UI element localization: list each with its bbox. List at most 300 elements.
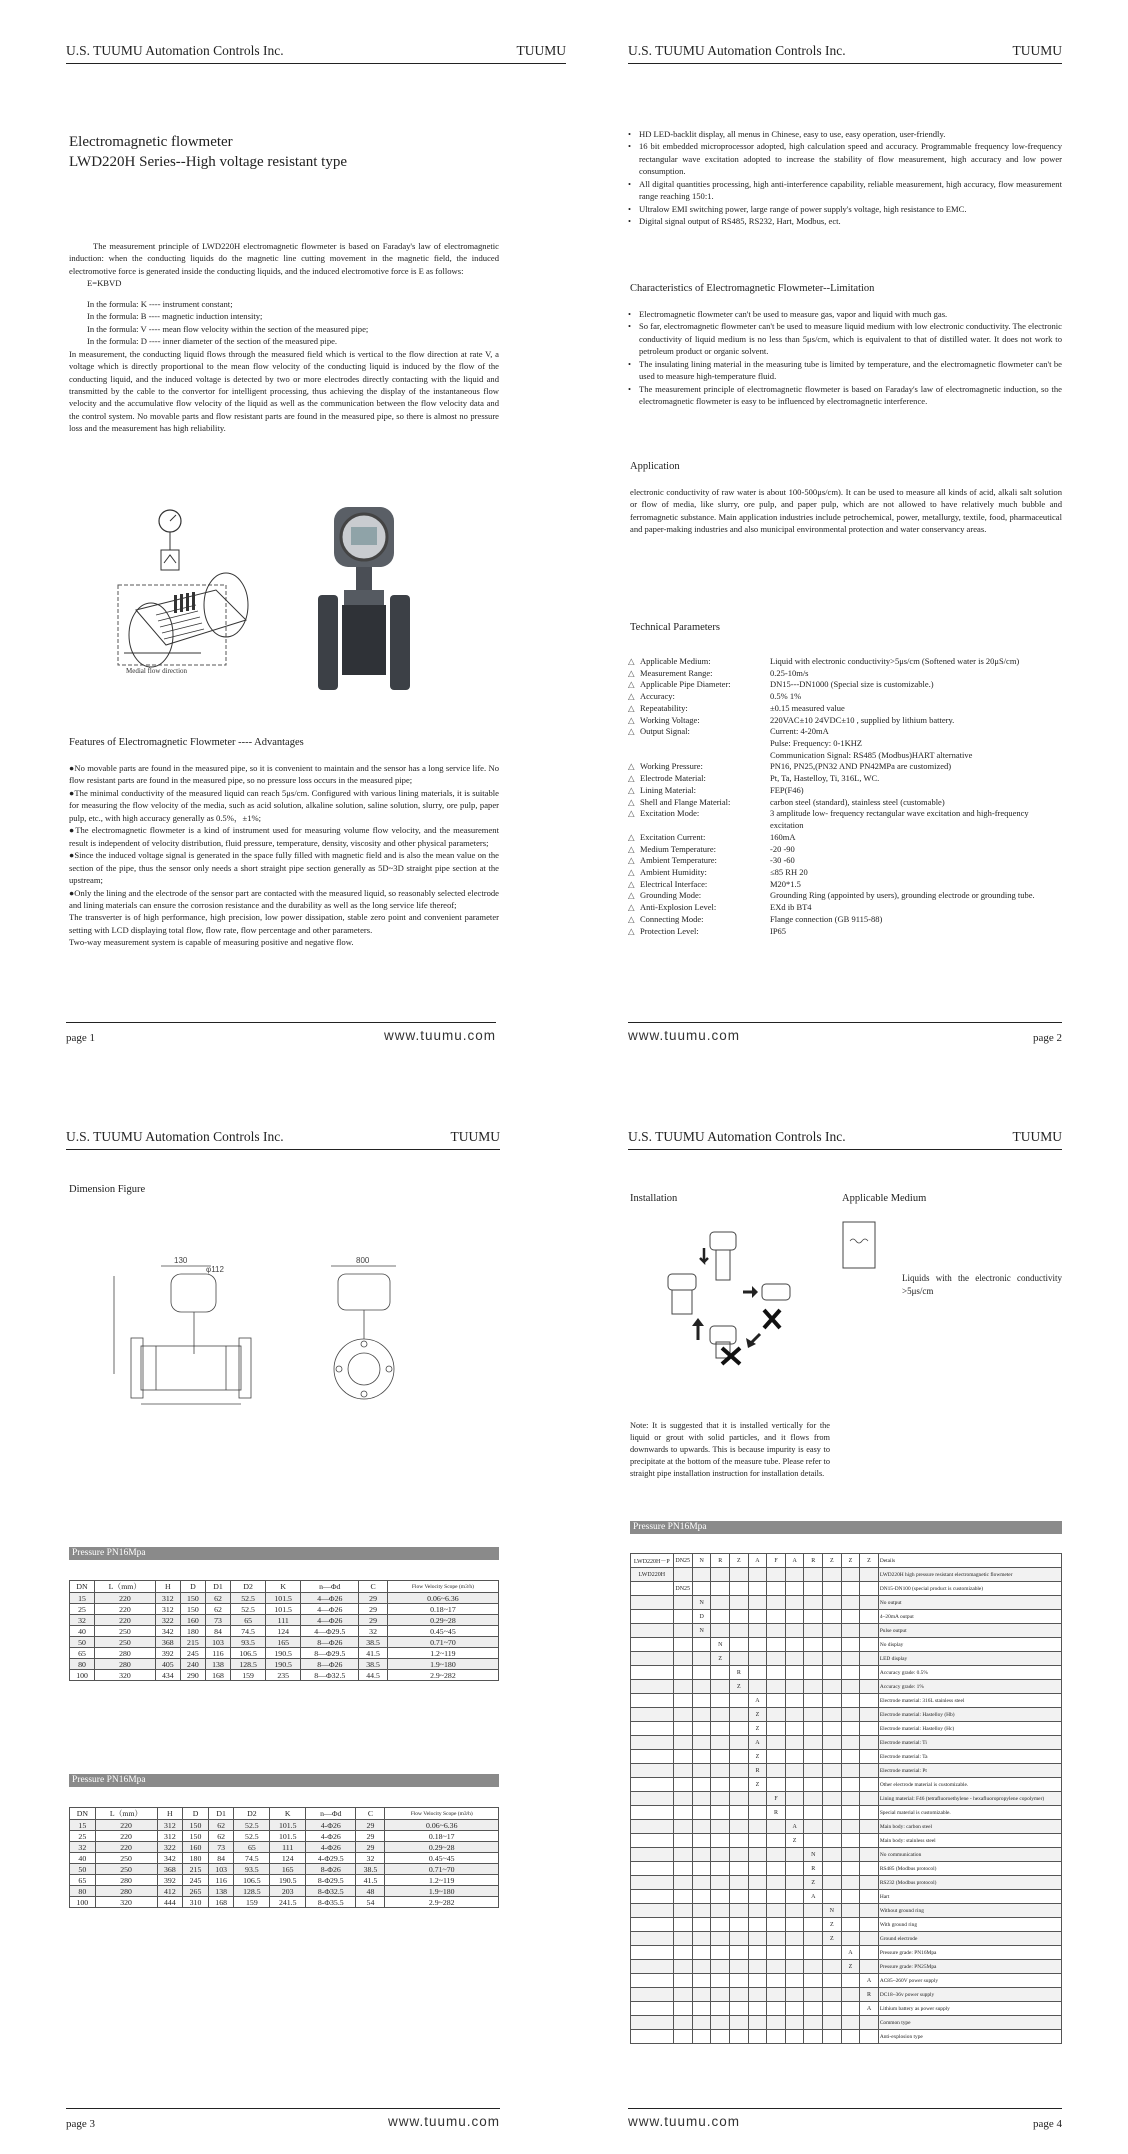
- code-cell: [692, 1708, 711, 1722]
- selection-row: [631, 1568, 1062, 1582]
- table-cell: 62: [205, 1604, 230, 1615]
- code-cell: [823, 1820, 842, 1834]
- code-cell: [860, 1638, 879, 1652]
- table-cell: 32: [70, 1842, 96, 1853]
- code-cell: [785, 1988, 804, 2002]
- code-cell: [748, 1666, 767, 1680]
- code-cell: [711, 1806, 730, 1820]
- code-cell: [631, 1750, 674, 1764]
- code-cell: [841, 1652, 860, 1666]
- column-header: n—Φd: [301, 1581, 359, 1593]
- code-cell: [673, 1820, 692, 1834]
- code-cell: [823, 1834, 842, 1848]
- limitation-list: [628, 308, 1062, 408]
- table-cell: 29: [359, 1593, 387, 1604]
- table-cell: 412: [157, 1886, 183, 1897]
- table-cell: 322: [155, 1615, 180, 1626]
- code-cell: [823, 1722, 842, 1736]
- triangle-icon: △: [628, 726, 635, 737]
- code-cell: [730, 1834, 749, 1848]
- code-cell: [711, 1890, 730, 1904]
- details-cell: Pressure grade: PN25Mpa: [878, 1960, 1061, 1974]
- feature-item: ●Only the lining and the electrode of the sensor part are contacted with the measured liquid, so reasonably selected electrode and lining materials can ensure the corrosion resistance and the durability as well as the long service life thereof;: [69, 887, 499, 910]
- details-cell: RS232 (Modbus protocol): [878, 1876, 1061, 1890]
- code-cell: [631, 1876, 674, 1890]
- column-header: H: [155, 1581, 180, 1593]
- table-cell: 168: [205, 1670, 230, 1681]
- table-cell: 93.5: [231, 1637, 266, 1648]
- code-cell: [785, 1582, 804, 1596]
- code-cell: [785, 1680, 804, 1694]
- triangle-icon: △: [628, 855, 635, 866]
- table-cell: 8-Φ26: [306, 1864, 356, 1875]
- details-cell: LED display: [878, 1652, 1061, 1666]
- code-header: F: [767, 1554, 786, 1568]
- spec-row: [628, 656, 1062, 668]
- company-name: U.S. TUUMU Automation Controls Inc.: [66, 1129, 284, 1144]
- table-cell: 116: [208, 1875, 234, 1886]
- column-header: D: [183, 1808, 209, 1820]
- spec-row: [628, 785, 1062, 797]
- code-cell: [767, 1750, 786, 1764]
- table-cell: 15: [70, 1820, 96, 1831]
- code-cell: [841, 1610, 860, 1624]
- code-cell: [748, 1890, 767, 1904]
- code-cell: [711, 1932, 730, 1946]
- column-header: DN: [70, 1808, 96, 1820]
- triangle-icon: △: [628, 773, 635, 784]
- details-cell: DN15-DN100 (special product is customizable): [878, 1582, 1061, 1596]
- selection-row: [631, 2030, 1062, 2044]
- table-header-row: [70, 1581, 499, 1593]
- website-link[interactable]: www.tuumu.com: [628, 2114, 741, 2129]
- details-cell: Electrode material: Hastelloy (Hc): [878, 1722, 1061, 1736]
- spec-key: Grounding Mode:: [640, 890, 702, 901]
- code-cell: [841, 1694, 860, 1708]
- code-cell: [785, 1918, 804, 1932]
- table-cell: 8—Φ29.5: [301, 1648, 359, 1659]
- website-link[interactable]: www.tuumu.com: [628, 1028, 741, 1043]
- def-item: In the formula: K ---- instrument constant;: [87, 298, 233, 309]
- table-cell: 41.5: [356, 1875, 385, 1886]
- company-name: U.S. TUUMU Automation Controls Inc.: [66, 43, 284, 58]
- page-4: [628, 1086, 1128, 2130]
- selection-row: [631, 1834, 1062, 1848]
- column-header: L（mm）: [95, 1808, 157, 1820]
- code-cell: [841, 2030, 860, 2044]
- code-cell: [804, 1806, 823, 1820]
- column-header: D2: [234, 1808, 270, 1820]
- brand-name: TUUMU: [516, 43, 566, 58]
- spec-value: 220VAC±10 24VDC±10 , supplied by lithium battery.: [770, 714, 955, 725]
- code-cell: [711, 2016, 730, 2030]
- brand-name: TUUMU: [450, 1129, 500, 1144]
- code-cell: [841, 1596, 860, 1610]
- code-cell: [785, 1694, 804, 1708]
- feature-item: ●Since the induced voltage signal is generated in the space fully filled with magnetic field and is also the mean value on the section of the pipe, thus the sensor only needs a short straight pipe section generally as 5D~3D straight pipe section at the upstream;: [69, 850, 499, 886]
- code-cell: [748, 1624, 767, 1638]
- code-cell: [730, 1708, 749, 1722]
- table-cell: 8-Φ35.5: [306, 1897, 356, 1908]
- table-row: [70, 1897, 499, 1908]
- table-cell: 220: [95, 1593, 156, 1604]
- code-cell: [767, 1652, 786, 1666]
- table-cell: 54: [356, 1897, 385, 1908]
- table-cell: 128.5: [234, 1886, 270, 1897]
- code-cell: [711, 1904, 730, 1918]
- code-cell: [673, 2016, 692, 2030]
- code-cell: [748, 1946, 767, 1960]
- code-cell: [673, 1736, 692, 1750]
- title-block: [69, 132, 499, 172]
- column-header: D: [180, 1581, 205, 1593]
- table-cell: 159: [231, 1670, 266, 1681]
- selection-row: [631, 1778, 1062, 1792]
- spec-key: Shell and Flange Material:: [640, 796, 731, 807]
- code-cell: [692, 1876, 711, 1890]
- selection-title: Pressure PN16Mpa: [630, 1521, 1062, 1534]
- code-cell: [711, 1624, 730, 1638]
- code-cell: [631, 1680, 674, 1694]
- table-cell: 0.18~17: [385, 1831, 499, 1842]
- code-cell: [804, 1624, 823, 1638]
- column-header: C: [356, 1808, 385, 1820]
- website-link[interactable]: www.tuumu.com: [387, 2114, 500, 2129]
- code-cell: [631, 1848, 674, 1862]
- code-cell: [692, 1792, 711, 1806]
- code-cell: Z: [730, 1680, 749, 1694]
- code-cell: [785, 1666, 804, 1680]
- code-cell: [860, 1624, 879, 1638]
- table-cell: 4-Φ26: [306, 1831, 356, 1842]
- triangle-icon: △: [628, 925, 635, 936]
- code-cell: [767, 1638, 786, 1652]
- code-cell: [631, 1806, 674, 1820]
- selection-row: [631, 1988, 1062, 2002]
- code-cell: [860, 1568, 879, 1582]
- code-cell: Z: [804, 1876, 823, 1890]
- code-cell: [631, 1960, 674, 1974]
- code-cell: [711, 1820, 730, 1834]
- details-cell: RS485 (Modbus protocol): [878, 1862, 1061, 1876]
- code-cell: [804, 1652, 823, 1666]
- code-cell: [673, 1680, 692, 1694]
- code-cell: [730, 1890, 749, 1904]
- table-cell: 444: [157, 1897, 183, 1908]
- table-cell: 84: [208, 1853, 234, 1864]
- code-cell: [748, 1918, 767, 1932]
- table-cell: 29: [359, 1604, 387, 1615]
- code-cell: [692, 1918, 711, 1932]
- code-cell: Z: [841, 1960, 860, 1974]
- code-cell: [748, 2030, 767, 2044]
- code-cell: [673, 2002, 692, 2016]
- feature-item: Two-way measurement system is capable of measuring positive and negative flow.: [69, 937, 354, 948]
- code-cell: [631, 1834, 674, 1848]
- spec-value: carbon steel (standard), stainless steel (customable): [770, 796, 945, 807]
- code-cell: [767, 1918, 786, 1932]
- code-cell: [823, 1610, 842, 1624]
- code-cell: [841, 1848, 860, 1862]
- details-cell: Electrode material: Ti: [878, 1736, 1061, 1750]
- code-cell: [785, 1806, 804, 1820]
- triangle-icon: △: [628, 831, 635, 842]
- code-cell: [748, 1834, 767, 1848]
- table-cell: 280: [95, 1886, 157, 1897]
- spec-value: Flange connection (GB 9115-88): [770, 913, 883, 924]
- table-cell: 15: [70, 1593, 95, 1604]
- code-cell: [711, 1694, 730, 1708]
- column-header: D2: [231, 1581, 266, 1593]
- spec-row: [628, 703, 1062, 715]
- column-header: K: [266, 1581, 301, 1593]
- code-cell: [730, 1862, 749, 1876]
- code-cell: [841, 1862, 860, 1876]
- code-cell: [730, 1722, 749, 1736]
- dimension-table-2: [69, 1807, 499, 1908]
- code-cell: [692, 1568, 711, 1582]
- def-item: In the formula: B ---- magnetic induction intensity;: [87, 311, 263, 322]
- code-cell: [631, 2002, 674, 2016]
- triangle-icon: △: [628, 913, 635, 924]
- code-cell: [767, 1988, 786, 2002]
- spec-row: [628, 926, 1062, 938]
- table-cell: 220: [95, 1820, 157, 1831]
- code-cell: [711, 1568, 730, 1582]
- code-cell: N: [823, 1904, 842, 1918]
- website-link[interactable]: www.tuumu.com: [383, 1028, 496, 1043]
- details-cell: LWD220H high pressure resistant electromagnetic flowmeter: [878, 1568, 1061, 1582]
- code-cell: [692, 1778, 711, 1792]
- code-cell: [692, 1750, 711, 1764]
- code-cell: [785, 1778, 804, 1792]
- table-cell: 93.5: [234, 1864, 270, 1875]
- page-3: [66, 1086, 566, 2130]
- code-cell: [631, 1666, 674, 1680]
- table-cell: 250: [95, 1853, 157, 1864]
- code-cell: [767, 1848, 786, 1862]
- code-cell: [730, 1610, 749, 1624]
- table-cell: 111: [266, 1615, 301, 1626]
- details-cell: Main body: stainless steel: [878, 1834, 1061, 1848]
- page-footer: [66, 2108, 500, 2130]
- code-cell: [631, 1792, 674, 1806]
- def-item: In the formula: D ---- inner diameter of the section of the measured pipe.: [87, 336, 338, 347]
- code-cell: [767, 1876, 786, 1890]
- code-cell: [785, 1960, 804, 1974]
- table-cell: 342: [157, 1853, 183, 1864]
- code-cell: [804, 1694, 823, 1708]
- code-cell: [692, 1932, 711, 1946]
- code-cell: [804, 1778, 823, 1792]
- code-cell: [860, 1946, 879, 1960]
- code-cell: [748, 2016, 767, 2030]
- dimension-drawing: [106, 1256, 436, 1409]
- code-cell: N: [804, 1848, 823, 1862]
- feature-item: ●The minimal conductivity of the measured liquid can reach 5μs/cm. Configured with various lining materials, it is suitable for measuring the flow velocity of the media, such as acid solution, alkaline solution, saline solution, slurry, ore pulp, paper pulp, etc., with high accuracy generally as 0.5%，±1%;: [69, 787, 499, 823]
- code-cell: [692, 1582, 711, 1596]
- table-cell: 180: [183, 1853, 209, 1864]
- table-row: [70, 1820, 499, 1831]
- details-cell: Electrode material: Hastelloy (Hb): [878, 1708, 1061, 1722]
- table-cell: 0.45~45: [385, 1853, 499, 1864]
- table-cell: 38.5: [359, 1659, 387, 1670]
- code-cell: [767, 2030, 786, 2044]
- table-cell: 101.5: [266, 1604, 301, 1615]
- selection-row: [631, 1610, 1062, 1624]
- code-cell: R: [730, 1666, 749, 1680]
- code-cell: [631, 2030, 674, 2044]
- dimension-table-1: [69, 1580, 499, 1681]
- code-cell: [860, 1610, 879, 1624]
- code-cell: [748, 1848, 767, 1862]
- spec-key: Working Voltage:: [640, 714, 700, 725]
- spec-row: [628, 679, 1062, 691]
- code-cell: [748, 1792, 767, 1806]
- table-cell: 65: [231, 1615, 266, 1626]
- table-cell: 38.5: [359, 1637, 387, 1648]
- code-cell: [730, 1946, 749, 1960]
- page-header: [66, 42, 566, 64]
- code-cell: [748, 1960, 767, 1974]
- code-cell: [711, 1792, 730, 1806]
- code-cell: [860, 1708, 879, 1722]
- table-cell: 235: [266, 1670, 301, 1681]
- code-cell: [673, 1610, 692, 1624]
- code-cell: [860, 1876, 879, 1890]
- table-cell: 100: [70, 1670, 95, 1681]
- selection-row: [631, 1876, 1062, 1890]
- page-1: [66, 0, 566, 1044]
- code-cell: [673, 1890, 692, 1904]
- code-cell: [785, 1792, 804, 1806]
- code-cell: [804, 1596, 823, 1610]
- model-selection-table: [630, 1553, 1062, 2044]
- code-cell: [785, 1750, 804, 1764]
- code-cell: [692, 1820, 711, 1834]
- code-cell: R: [748, 1764, 767, 1778]
- code-cell: [711, 2030, 730, 2044]
- details-cell: Other electrode material is customizable.: [878, 1778, 1061, 1792]
- selection-row: [631, 1638, 1062, 1652]
- table-row: [70, 1659, 499, 1670]
- doc-title: Electromagnetic flowmeter: [69, 134, 233, 150]
- code-cell: [673, 1792, 692, 1806]
- triangle-icon: [628, 750, 640, 762]
- triangle-icon: △: [628, 784, 635, 795]
- code-cell: [823, 1890, 842, 1904]
- details-cell: Hart: [878, 1890, 1061, 1904]
- table-cell: 0.29~28: [387, 1615, 498, 1626]
- code-cell: [841, 1792, 860, 1806]
- table-cell: 320: [95, 1670, 156, 1681]
- code-cell: [748, 2002, 767, 2016]
- code-cell: [692, 2030, 711, 2044]
- code-cell: [711, 1680, 730, 1694]
- code-cell: Z: [748, 1708, 767, 1722]
- bullet-item: • HD LED-backlit display, all menus in Chinese, easy to use, easy operation, user-friendly.: [628, 128, 1062, 140]
- code-cell: Z: [748, 1750, 767, 1764]
- code-cell: [767, 1904, 786, 1918]
- code-cell: [673, 1694, 692, 1708]
- spec-key: [640, 750, 770, 762]
- code-cell: [748, 1862, 767, 1876]
- code-cell: [804, 1764, 823, 1778]
- code-cell: [804, 2002, 823, 2016]
- dim-label: 130: [174, 1256, 188, 1265]
- code-cell: [711, 1666, 730, 1680]
- spec-value: 3 amplitude low- frequency rectangular wave excitation and high-frequency excitation: [770, 808, 1029, 831]
- code-cell: A: [860, 1974, 879, 1988]
- details-cell: Special material is customizable.: [878, 1806, 1061, 1820]
- table-cell: 280: [95, 1648, 156, 1659]
- table-cell: 25: [70, 1604, 95, 1615]
- code-cell: [748, 1932, 767, 1946]
- code-cell: [673, 1904, 692, 1918]
- code-cell: [711, 1988, 730, 2002]
- code-cell: [860, 1778, 879, 1792]
- installation-diagram: [658, 1222, 808, 1367]
- code-cell: [730, 1792, 749, 1806]
- code-cell: [860, 1820, 879, 1834]
- details-cell: Main body: carbon steel: [878, 1820, 1061, 1834]
- code-cell: [785, 1708, 804, 1722]
- code-cell: [730, 1750, 749, 1764]
- spec-value: DN15---DN1000 (Special size is customizable.): [770, 679, 934, 690]
- code-cell: [748, 1974, 767, 1988]
- application-heading: Application: [630, 461, 680, 472]
- application-text: electronic conductivity of raw water is about 100-500μs/cm). It can be used to measure all kinds of acid, alkali salt solution or flow of media, like slurry, ore pulp, and paper pulp, which are not allowed to have relatively much bubble and ferromagnetic substance. Main application industries include petrochemical, power, metallurgy, textile, food, pharmaceutical and paper-making industries and also municipal environmental protection and water conservancy areas.: [630, 487, 1062, 535]
- bullet-item: • Electromagnetic flowmeter can't be used to measure gas, vapor and liquid with much gas.: [628, 308, 1062, 320]
- code-cell: [823, 1988, 842, 2002]
- table-cell: 159: [234, 1897, 270, 1908]
- code-cell: [823, 2002, 842, 2016]
- code-cell: [804, 1610, 823, 1624]
- code-cell: [823, 1638, 842, 1652]
- spec-row: [628, 902, 1062, 914]
- table-cell: 2.9~282: [387, 1670, 498, 1681]
- code-cell: [673, 1834, 692, 1848]
- dimension-heading: Dimension Figure: [69, 1184, 146, 1195]
- details-cell: Lining material: F46 (tetrafluoroethylene - hexafluoropropylene copolymer): [878, 1792, 1061, 1806]
- column-header: n—Φd: [306, 1808, 356, 1820]
- details-cell: No display: [878, 1638, 1061, 1652]
- selection-row: [631, 1932, 1062, 1946]
- code-cell: [711, 1582, 730, 1596]
- code-cell: [785, 2016, 804, 2030]
- code-cell: [823, 2030, 842, 2044]
- code-cell: [841, 1582, 860, 1596]
- tech-heading: Technical Parameters: [630, 622, 720, 633]
- code-cell: [860, 1652, 879, 1666]
- code-cell: [785, 2002, 804, 2016]
- table-cell: 101.5: [266, 1593, 301, 1604]
- selection-row: [631, 2016, 1062, 2030]
- table-cell: 312: [155, 1593, 180, 1604]
- triangle-icon: [628, 738, 640, 750]
- code-cell: [631, 1722, 674, 1736]
- spec-row: [628, 715, 1062, 727]
- code-cell: [823, 1582, 842, 1596]
- code-cell: [730, 1764, 749, 1778]
- spec-row: [628, 808, 1062, 831]
- code-cell: [860, 1666, 879, 1680]
- brand-name: TUUMU: [1012, 1129, 1062, 1144]
- code-cell: [748, 1904, 767, 1918]
- code-cell: [785, 1862, 804, 1876]
- code-cell: [730, 1624, 749, 1638]
- code-cell: [692, 1904, 711, 1918]
